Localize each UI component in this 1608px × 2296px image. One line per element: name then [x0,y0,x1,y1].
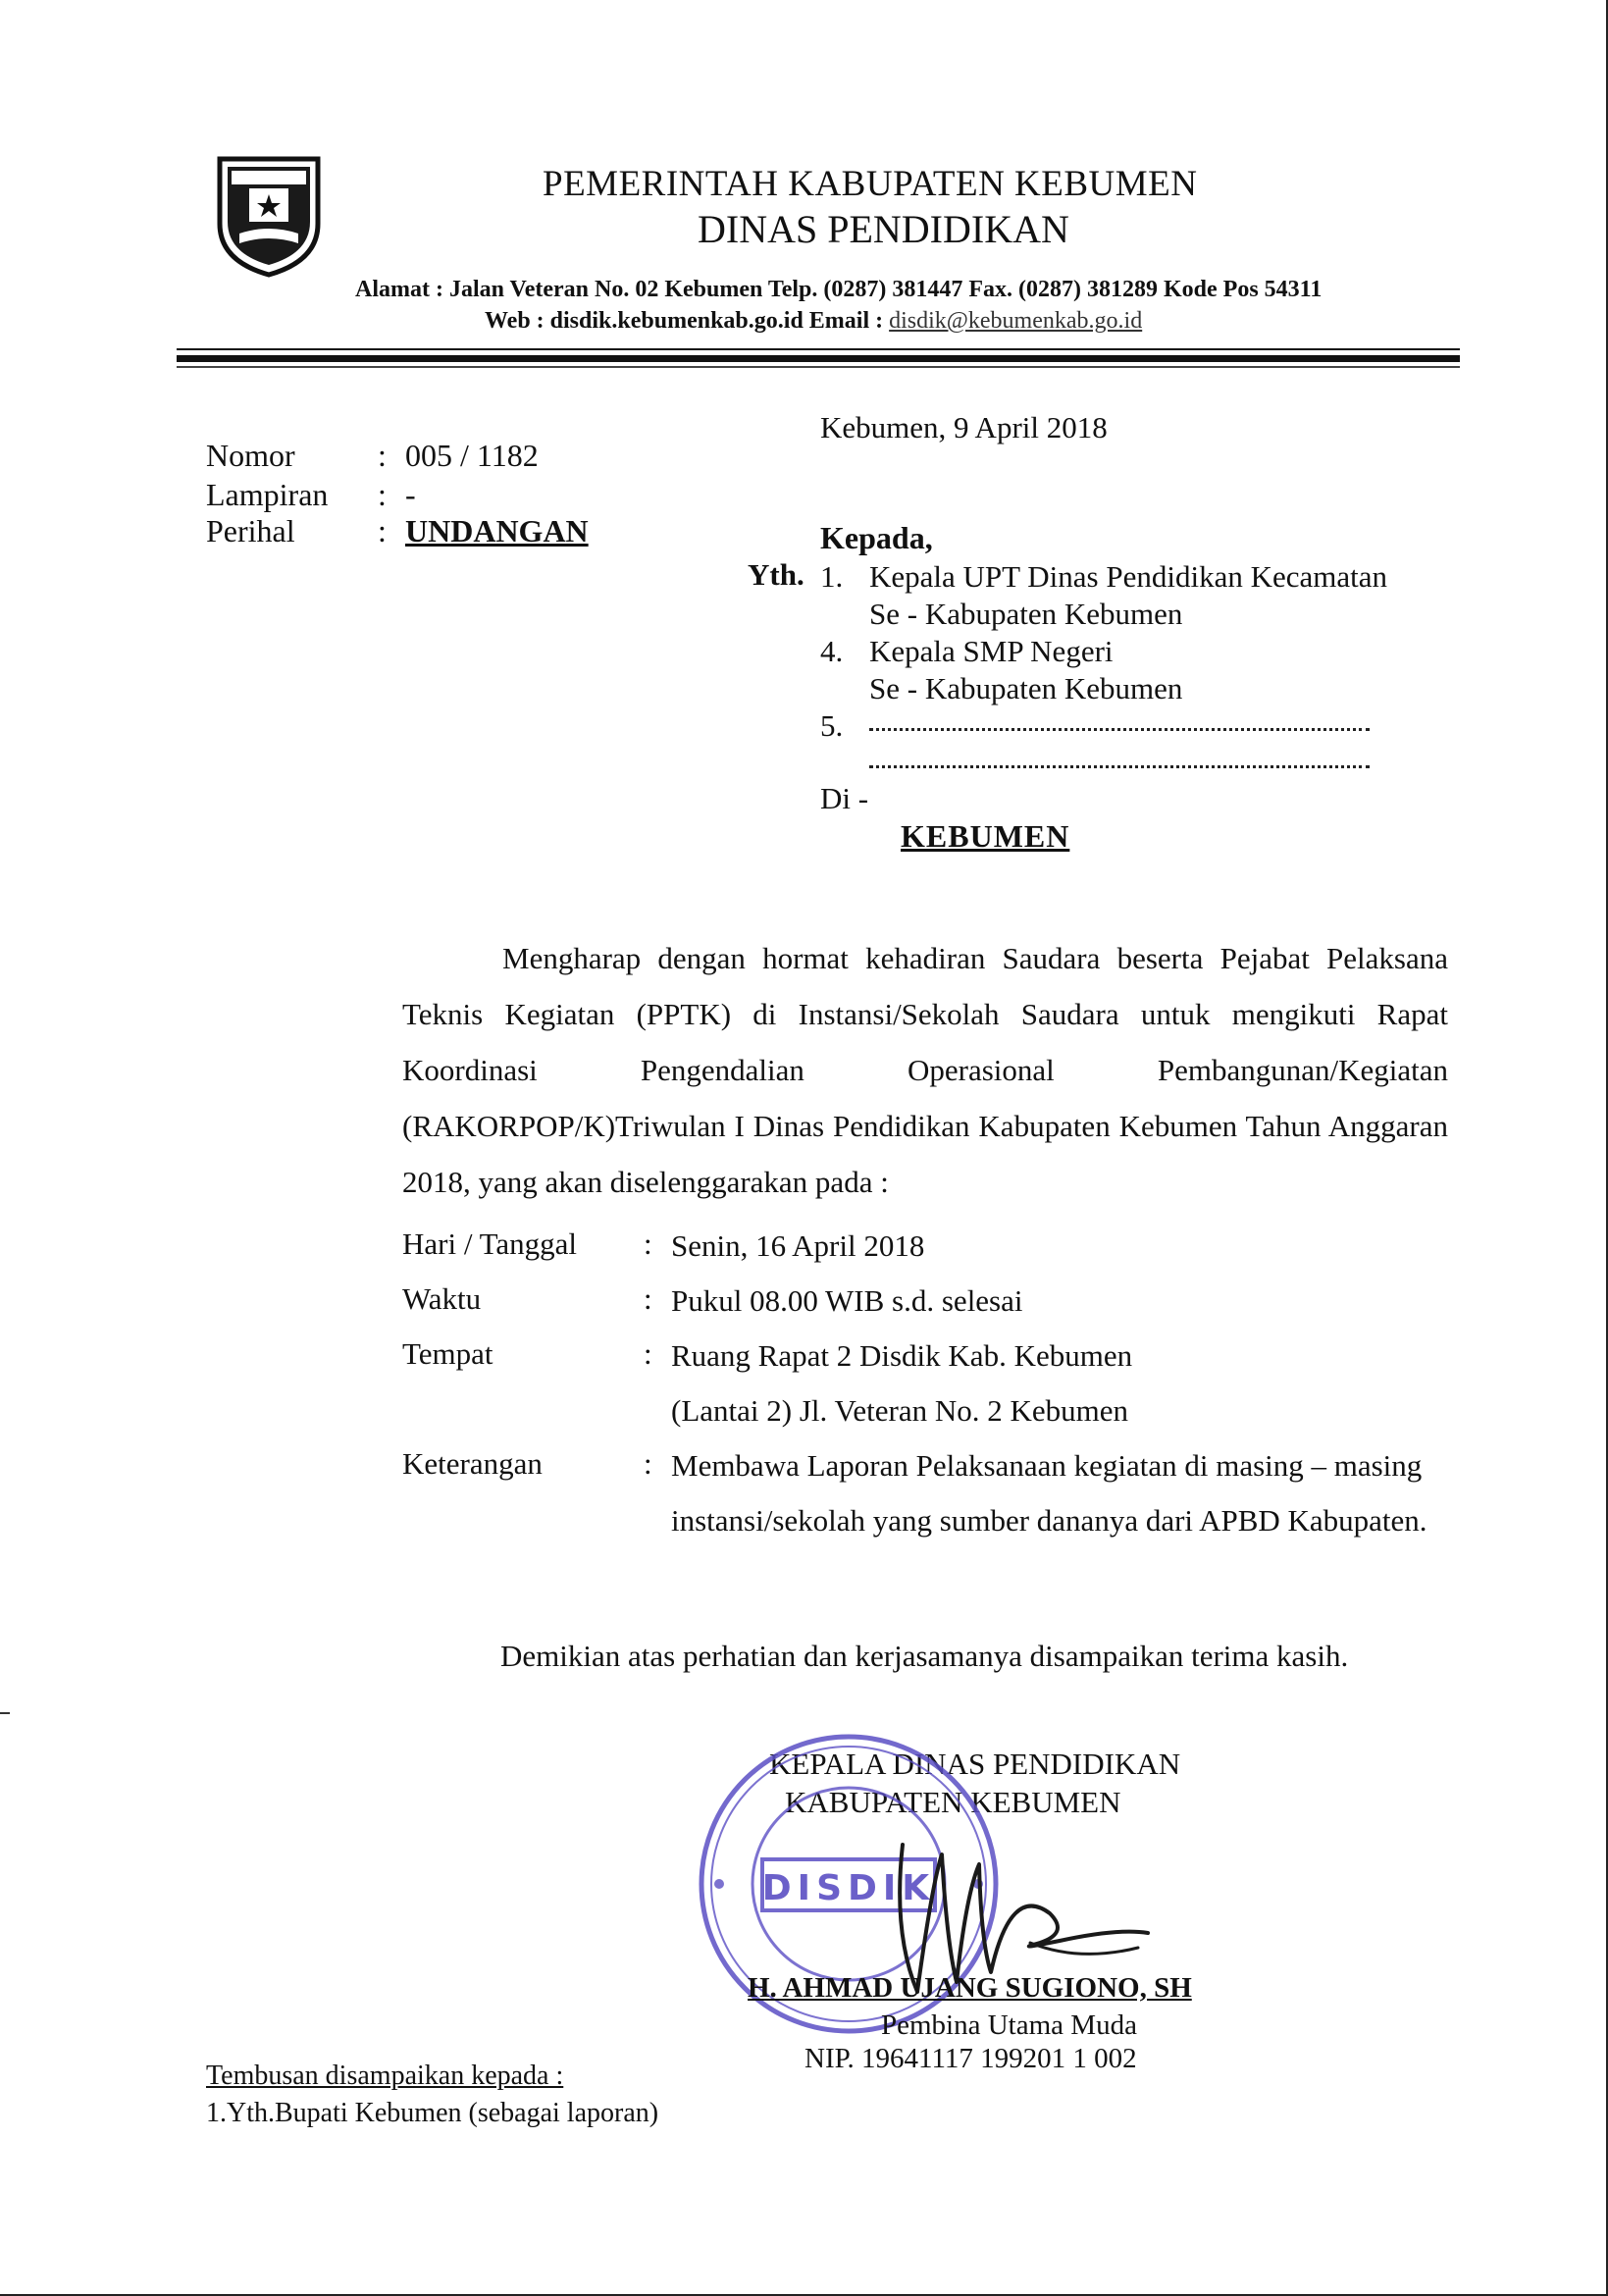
recipient-line: Se - Kabupaten Kebumen [869,597,1183,631]
detail-value: Membawa Laporan Pelaksanaan kegiatan di masing – masing instansi/sekolah yang sumber dananya dari APBD Kabupaten. [671,1448,1427,1538]
reference-label: Lampiran [206,477,329,512]
recipient-line: Se - Kabupaten Kebumen [869,671,1183,705]
body-paragraph: Mengharap dengan hormat kehadiran Saudara beserta Pejabat Pelaksana Teknis Kegiatan (PPTK) di Instansi/Sekolah Saudara untuk mengikuti Rapat Koordinasi Pengendalian Operasional Pembangunan/Kegiatan (RAKORPOP/K)Triwulan I Dinas Pendidikan Kabupaten Kebumen Tahun Anggaran 2018, yang akan diselenggarakan pada : [402,941,1448,1199]
kebumen-emblem-icon [214,155,324,279]
letterhead-government: PEMERINTAH KABUPATEN KEBUMEN [543,164,1198,204]
letterhead-address: Alamat : Jalan Veteran No. 02 Kebumen Telp. (0287) 381447 Fax. (0287) 381289 Kode Pos 54311 [355,277,1323,302]
detail-label: Hari / Tanggal [402,1226,578,1261]
signatory-nip: NIP. 19641117 199201 1 002 [804,2043,1137,2074]
recipient-destination: KEBUMEN [901,818,1070,854]
recipient-number: 5. [820,708,844,743]
reference-colon: : [378,513,387,548]
copy-item: 1.Yth.Bupati Kebumen (sebagai laporan) [206,2098,659,2128]
reference-colon: : [378,477,387,512]
signatory-region: KABUPATEN KEBUMEN [785,1785,1121,1819]
reference-nomor [206,438,539,474]
letter-date: Kebumen, 9 April 2018 [820,410,1108,444]
detail-label: Waktu [402,1281,482,1316]
email-link[interactable]: disdik@kebumenkab.go.id [889,308,1143,334]
recipient-line: Kepala UPT Dinas Pendidikan Kecamatan [869,559,1387,594]
recipient-di: Di - [820,781,869,815]
closing-sentence: Demikian atas perhatian dan kerjasamanya disampaikan terima kasih. [500,1639,1349,1673]
detail-value: Senin, 16 April 2018 [671,1228,925,1263]
letterhead-rule-bottom [177,366,1460,368]
web-label: Web : disdik.kebumenkab.go.id Email : [485,308,884,334]
detail-colon: : [644,1226,652,1261]
letterhead-web [485,308,1142,335]
recipient-number: 1. [820,559,844,594]
letterhead-rule-thick [177,355,1460,362]
recipient-heading: Kepada, [820,520,933,555]
detail-colon: : [644,1281,652,1316]
letterhead-rule-top [177,348,1460,350]
recipient-blank-line [869,765,1370,768]
detail-label: Tempat [402,1336,493,1371]
reference-colon: : [378,438,387,473]
detail-value: Pukul 08.00 WIB s.d. selesai [671,1283,1023,1318]
detail-value: Ruang Rapat 2 Disdik Kab. Kebumen (Lantai 2) Jl. Veteran No. 2 Kebumen [671,1338,1133,1428]
reference-value: 005 / 1182 [405,438,539,473]
recipient-line: Kepala SMP Negeri [869,634,1114,668]
recipient-blank-line [869,728,1370,731]
signatory-name: H. AHMAD UJANG SUGIONO, SH [748,1972,1192,2004]
detail-colon: : [644,1336,652,1371]
signatory-rank: Pembina Utama Muda [881,2009,1137,2041]
reference-label: Perihal [206,513,295,548]
recipient-number: 4. [820,634,844,668]
scan-edge-mark [0,1712,10,1714]
detail-label: Keterangan [402,1446,543,1481]
reference-lampiran [206,477,416,513]
copy-heading: Tembusan disampaikan kepada : [206,2061,564,2091]
reference-value: - [405,477,416,512]
recipient-yth: Yth. [748,557,804,592]
reference-perihal [206,513,589,549]
reference-subject: UNDANGAN [405,513,589,548]
letterhead-department: DINAS PENDIDIKAN [698,207,1069,251]
reference-label: Nomor [206,438,295,473]
stamp-text: DISDIK [761,1868,936,1908]
signatory-title: KEPALA DINAS PENDIDIKAN [769,1747,1181,1781]
detail-colon: : [644,1446,652,1481]
